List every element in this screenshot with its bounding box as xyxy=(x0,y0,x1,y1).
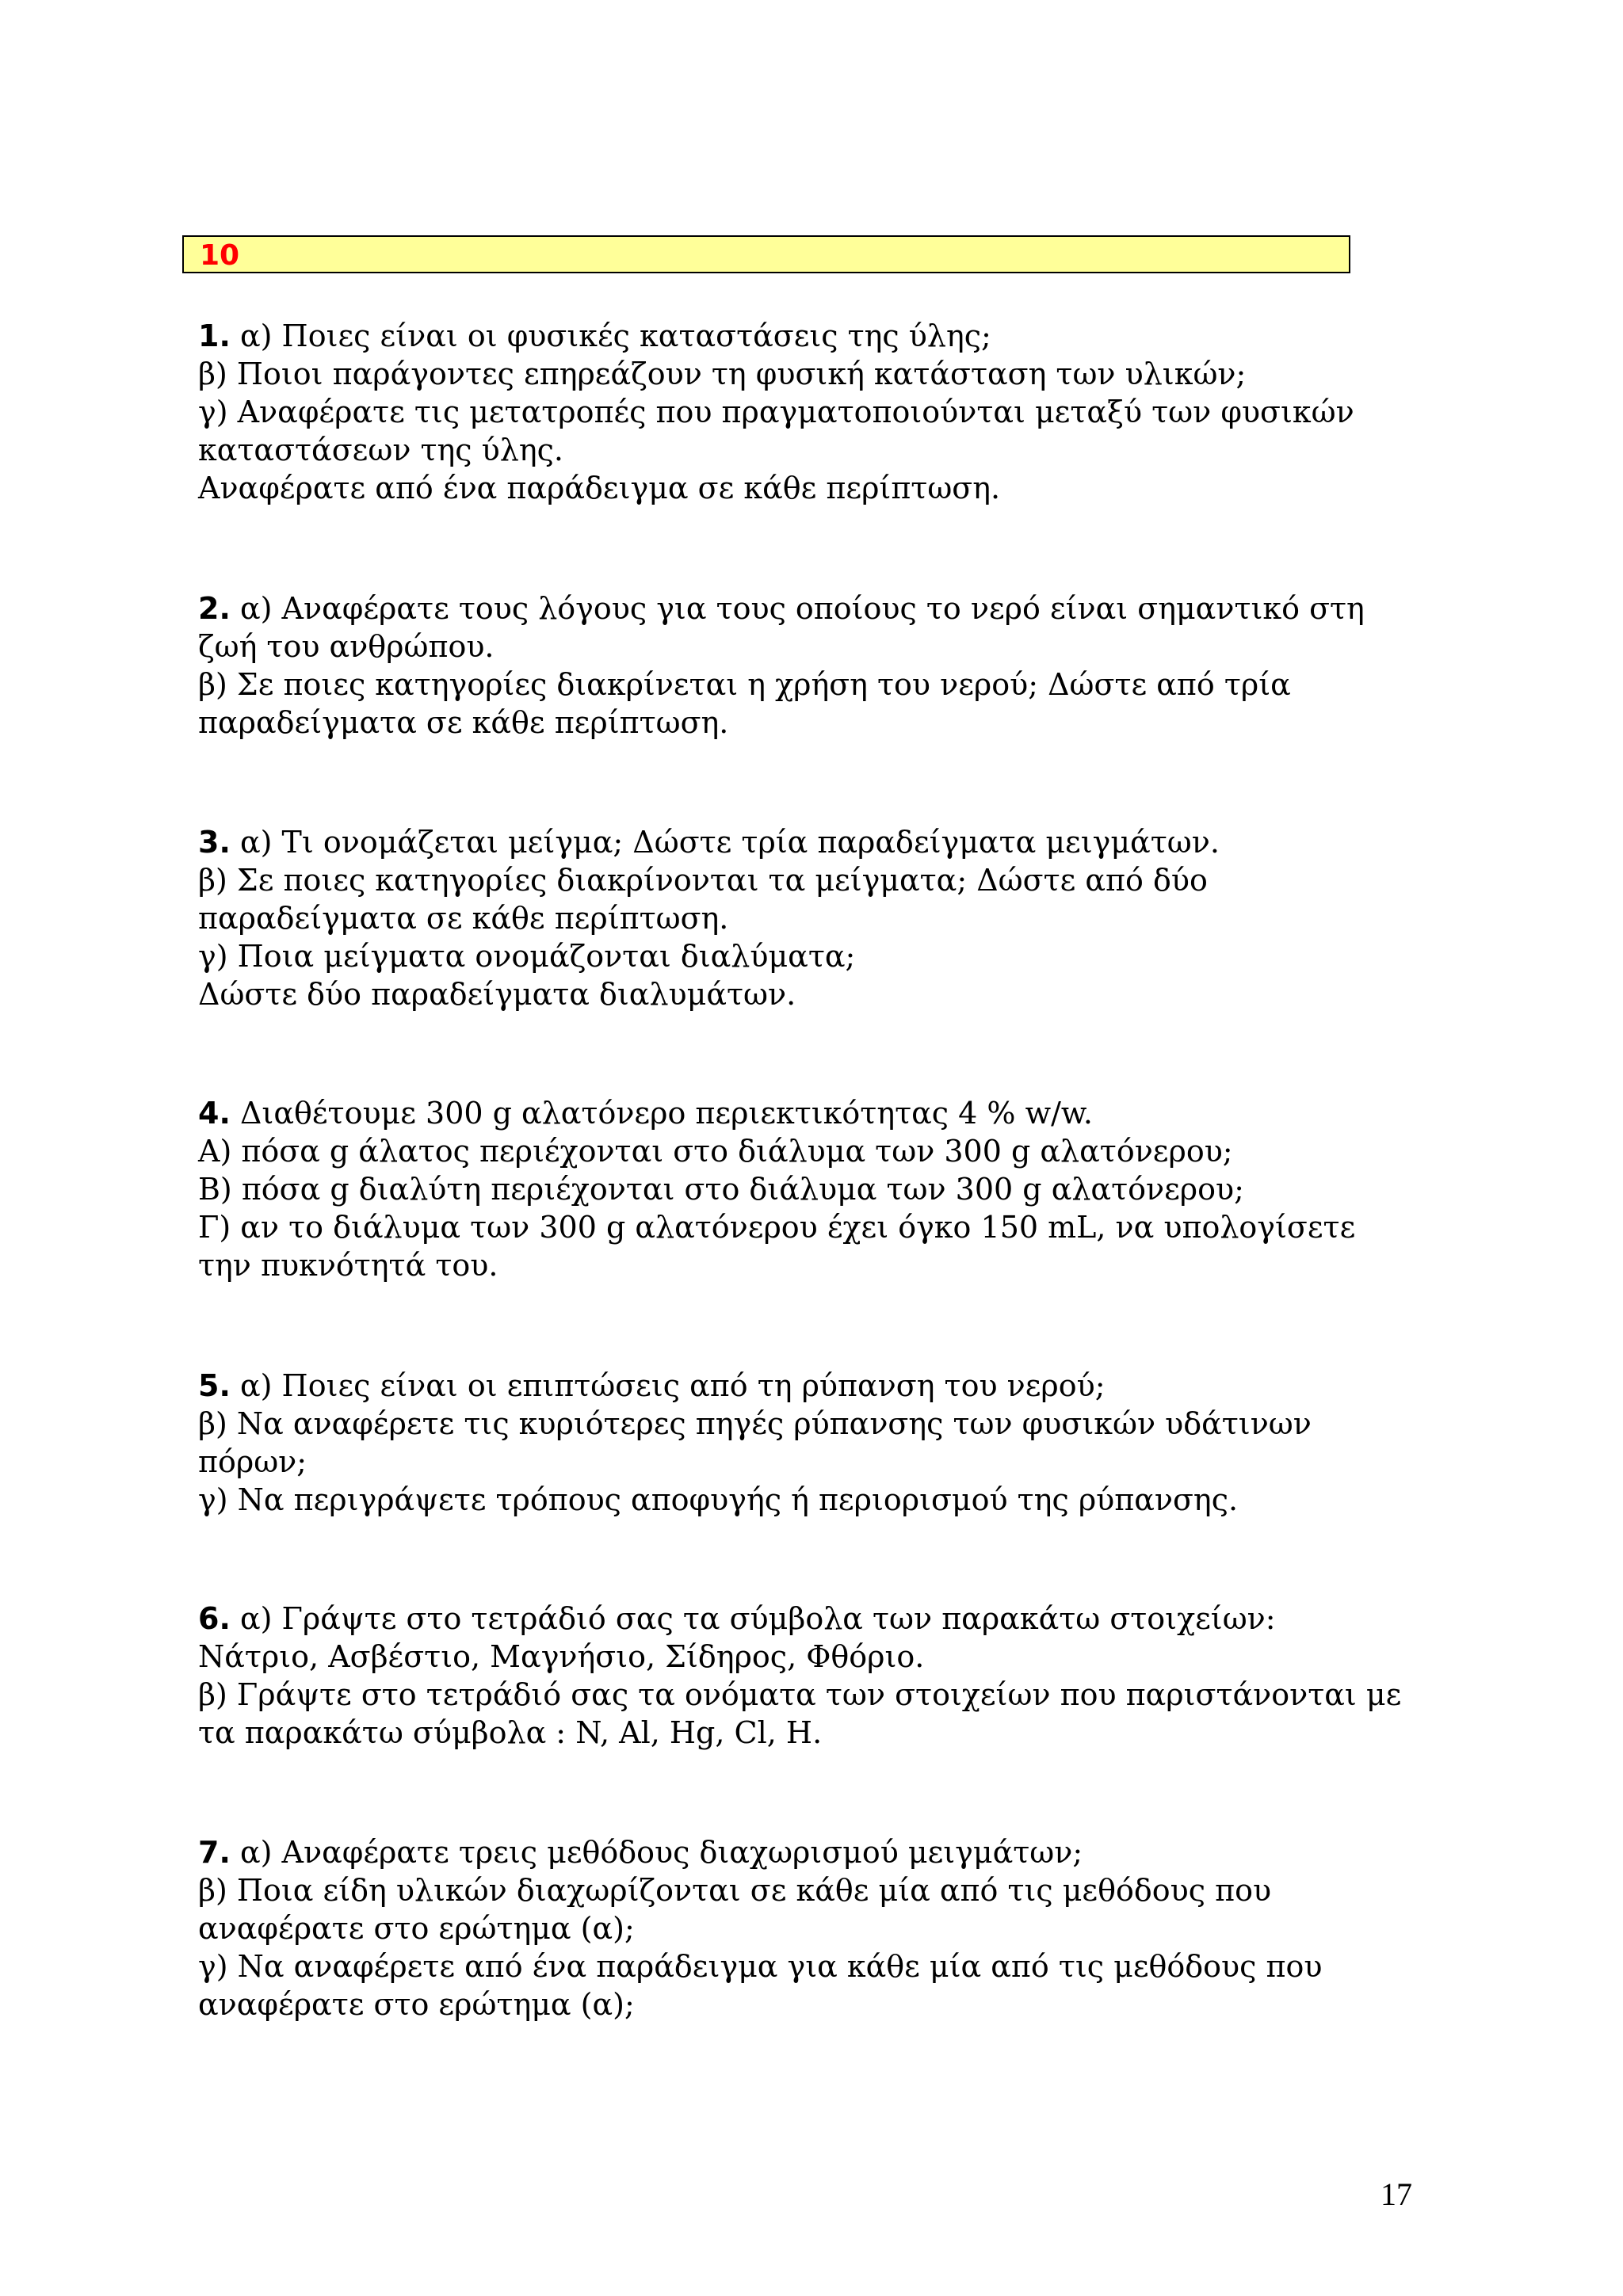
question-line xyxy=(198,1833,1403,1871)
question-line xyxy=(198,589,1403,627)
question-line: Α) πόσα g άλατος περιέχονται στο διάλυμα των 300 g αλατόνερου; xyxy=(198,1134,1233,1169)
question-line: β) Σε ποιες κατηγορίες διακρίνονται τα μείγματα; Δώστε από δύο xyxy=(198,863,1208,898)
question-line: Β) πόσα g διαλύτη περιέχονται στο διάλυμα των 300 g αλατόνερου; xyxy=(198,1172,1244,1207)
question-6 xyxy=(198,1600,1403,1752)
page-number: 17 xyxy=(1381,2176,1412,2212)
question-line: αναφέρατε στο ερώτημα (α); xyxy=(198,1987,635,2022)
question-text: α) Ποιες είναι οι επιπτώσεις από τη ρύπανση του νερού; xyxy=(239,1368,1106,1403)
question-5 xyxy=(198,1367,1403,1519)
question-line: γ) Να αναφέρετε από ένα παράδειγμα για κάθε μία από τις μεθόδους που xyxy=(198,1949,1323,1984)
question-line: γ) Αναφέρατε τις μετατροπές που πραγματοποιούνται μεταξύ των φυσικών xyxy=(198,395,1354,429)
question-text: α) Αναφέρατε τους λόγους για τους οποίους το νερό είναι σημαντικό στη xyxy=(239,591,1365,626)
question-line: καταστάσεων της ύλης. xyxy=(198,433,563,467)
question-line: Νάτριο, Ασβέστιο, Μαγνήσιο, Σίδηρος, Φθόριο. xyxy=(198,1639,925,1674)
question-line: αναφέρατε στο ερώτημα (α); xyxy=(198,1911,635,1946)
question-line: ζωή του ανθρώπου. xyxy=(198,629,495,664)
question-line xyxy=(198,1367,1403,1405)
question-line: Δώστε δύο παραδείγματα διαλυμάτων. xyxy=(198,977,796,1012)
question-text: α) Αναφέρατε τρεις μεθόδους διαχωρισμού μειγμάτων; xyxy=(239,1835,1083,1870)
question-number: 5. xyxy=(198,1368,231,1403)
question-text: α) Ποιες είναι οι φυσικές καταστάσεις της ύλης; xyxy=(239,318,991,353)
question-line: β) Να αναφέρετε τις κυριότερες πηγές ρύπανσης των φυσικών υδάτινων xyxy=(198,1406,1312,1441)
question-line xyxy=(198,1600,1403,1638)
question-line xyxy=(198,317,1403,355)
question-number: 2. xyxy=(198,591,231,626)
question-line: β) Σε ποιες κατηγορίες διακρίνεται η χρήση του νερού; Δώστε από τρία xyxy=(198,667,1291,702)
question-number: 1. xyxy=(198,318,231,353)
question-line: πόρων; xyxy=(198,1444,307,1479)
question-line: παραδείγματα σε κάθε περίπτωση. xyxy=(198,705,729,740)
question-number: 7. xyxy=(198,1835,231,1870)
section-number: 10 xyxy=(200,239,240,272)
question-line: γ) Ποια μείγματα ονομάζονται διαλύματα; xyxy=(198,939,856,974)
question-number: 6. xyxy=(198,1601,231,1636)
question-line xyxy=(198,823,1403,861)
question-text: α) Γράψτε στο τετράδιό σας τα σύμβολα των παρακάτω στοιχείων: xyxy=(239,1601,1276,1636)
question-1 xyxy=(198,317,1403,507)
question-line: γ) Να περιγράψετε τρόπους αποφυγής ή περιορισμού της ρύπανσης. xyxy=(198,1482,1239,1517)
question-text: α) Τι ονομάζεται μείγμα; Δώστε τρία παραδείγματα μειγμάτων. xyxy=(239,825,1220,860)
question-number: 3. xyxy=(198,825,231,860)
question-line: Γ) αν το διάλυμα των 300 g αλατόνερου έχει όγκο 150 mL, να υπολογίσετε xyxy=(198,1210,1356,1245)
question-line: β) Γράψτε στο τετράδιό σας τα ονόματα των στοιχείων που παριστάνονται με xyxy=(198,1677,1402,1712)
question-line: Αναφέρατε από ένα παράδειγμα σε κάθε περίπτωση. xyxy=(198,471,1001,505)
question-line: β) Ποιοι παράγοντες επηρεάζουν τη φυσική κατάσταση των υλικών; xyxy=(198,357,1247,391)
question-4 xyxy=(198,1094,1403,1284)
question-line: παραδείγματα σε κάθε περίπτωση. xyxy=(198,901,729,936)
question-7 xyxy=(198,1833,1403,2023)
question-line: την πυκνότητά του. xyxy=(198,1248,498,1283)
section-header-box xyxy=(182,235,1350,273)
question-2 xyxy=(198,589,1403,742)
question-number: 4. xyxy=(198,1096,231,1131)
question-line: τα παρακάτω σύμβολα : N, Al, Hg, Cl, H. xyxy=(198,1715,823,1750)
question-3 xyxy=(198,823,1403,1013)
question-line: β) Ποια είδη υλικών διαχωρίζονται σε κάθε μία από τις μεθόδους που xyxy=(198,1873,1272,1908)
question-text: Διαθέτουμε 300 g αλατόνερο περιεκτικότητας 4 % w/w. xyxy=(239,1096,1094,1131)
question-line xyxy=(198,1094,1403,1132)
